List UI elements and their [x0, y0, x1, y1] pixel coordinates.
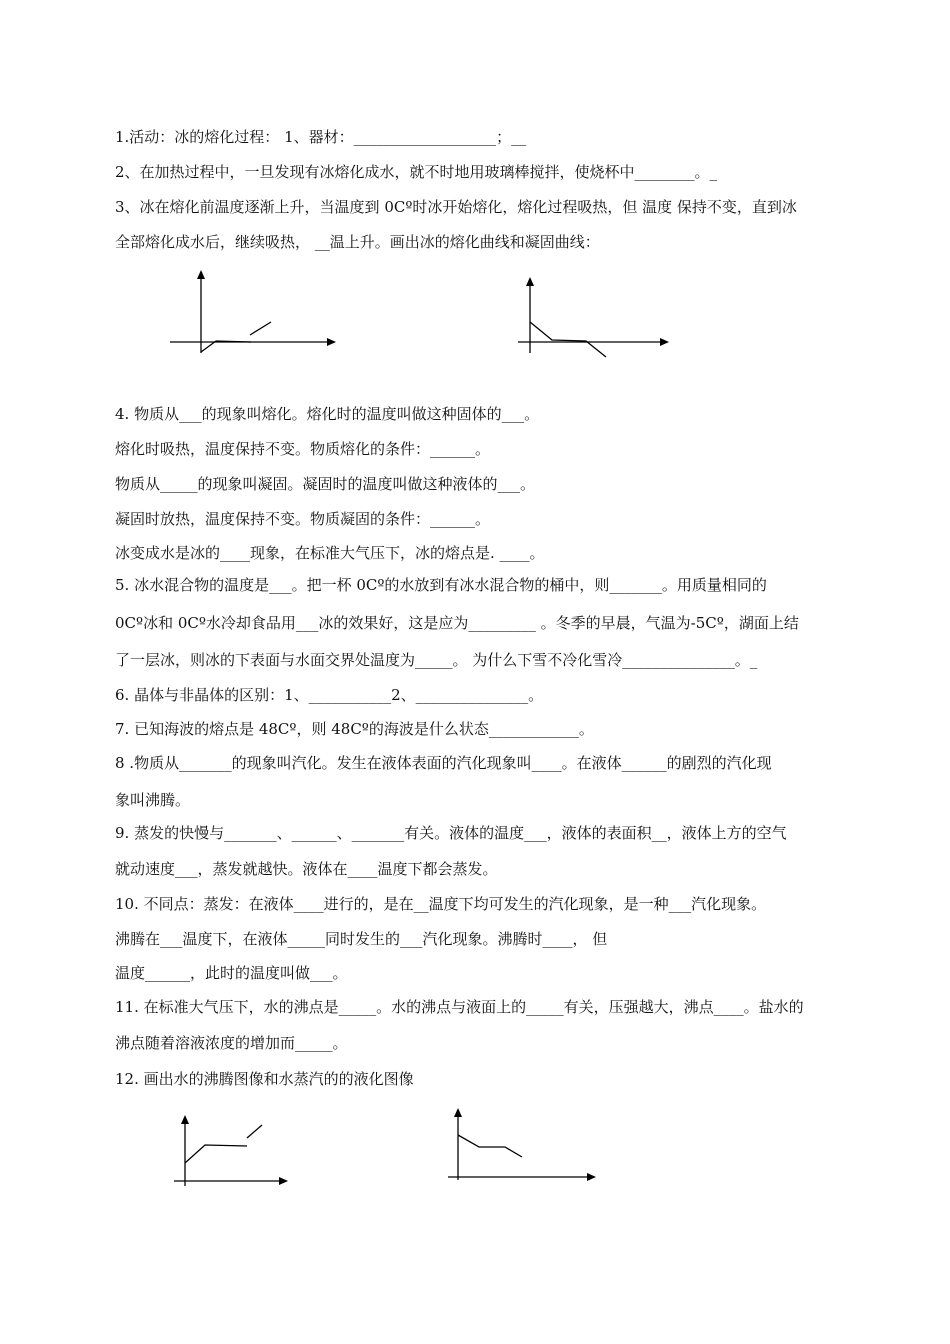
text-line-9: 冰变成水是冰的____现象，在标准大气压下，冰的熔点是. ____。 — [115, 544, 545, 562]
text-line-1: 1.活动：冰的熔化过程： 1、器材：___________________；__ — [115, 128, 527, 146]
text-line-24: 12. 画出水的沸腾图像和水蒸汽的的液化图像 — [115, 1070, 414, 1088]
text-line-3: 3、冰在熔化前温度逐渐上升，当温度到 0Cº时冰开始熔化，熔化过程吸热，但 温度 保持不变，直到冰 — [115, 198, 797, 216]
text-line-8: 凝固时放热，温度保持不变。物质凝固的条件：______。 — [115, 510, 491, 528]
text-line-10: 5. 冰水混合物的温度是___。把一杯 0Cº的水放到有冰水混合物的桶中，则_______。用质量相同的 — [115, 576, 767, 594]
text-line-11: 0Cº冰和 0Cº水冷却食品用___冰的效果好，这是应为_________ 。冬季的早晨，气温为-5Cº，湖面上结 — [115, 614, 799, 632]
vapor-liquefaction-curve-figure — [440, 1100, 610, 1190]
text-line-19: 10. 不同点：蒸发：在液体____进行的，是在__温度下均可发生的汽化现象，是一种___汽化现象。 — [115, 895, 767, 913]
text-line-6: 熔化时吸热，温度保持不变。物质熔化的条件：______。 — [115, 440, 491, 458]
text-line-12: 了一层冰，则冰的下表面与水面交界处温度为_____。 为什么下雪不冷化雪冷_______________。_ — [115, 651, 758, 669]
text-line-22: 11. 在标准大气压下，水的沸点是_____。水的沸点与液面上的_____有关，压强越大，沸点____。盐水的 — [115, 998, 804, 1016]
text-line-23: 沸点随着溶液浓度的增加而_____。 — [115, 1034, 348, 1052]
text-line-13: 6. 晶体与非晶体的区别：1、___________2、_______________。 — [115, 686, 544, 704]
text-line-7: 物质从_____的现象叫凝固。凝固时的温度叫做这种液体的___。 — [115, 475, 536, 493]
text-line-18: 就动速度___，蒸发就越快。液体在____温度下都会蒸发。 — [115, 860, 498, 878]
text-line-20: 沸腾在___温度下，在液体_____同时发生的___汽化现象。沸腾时____， 但 — [115, 930, 608, 948]
ice-melting-curve-figure — [165, 268, 345, 358]
text-line-15: 8 .物质从_______的现象叫汽化。发生在液体表面的汽化现象叫____。在液体______的剧烈的汽化现 — [115, 754, 772, 772]
text-line-4: 全部熔化成水后，继续吸热， __温上升。画出冰的熔化曲线和凝固曲线： — [115, 233, 600, 251]
text-line-21: 温度______，此时的温度叫做___。 — [115, 964, 348, 982]
text-line-14: 7. 已知海波的熔点是 48Cº，则 48Cº的海波是什么状态____________。 — [115, 720, 594, 738]
ice-solidifying-curve-figure — [515, 268, 695, 363]
text-line-17: 9. 蒸发的快慢与_______、______、_______有关。液体的温度___，液体的表面积__，液体上方的空气 — [115, 824, 787, 842]
text-line-5: 4. 物质从___的现象叫熔化。熔化时的温度叫做这种固体的___。 — [115, 405, 540, 423]
water-boiling-curve-figure — [168, 1108, 298, 1193]
text-line-16: 象叫沸腾。 — [115, 791, 191, 809]
text-line-2: 2、在加热过程中，一旦发现有冰熔化成水，就不时地用玻璃棒搅拌，使烧杯中________。_ — [115, 163, 718, 181]
